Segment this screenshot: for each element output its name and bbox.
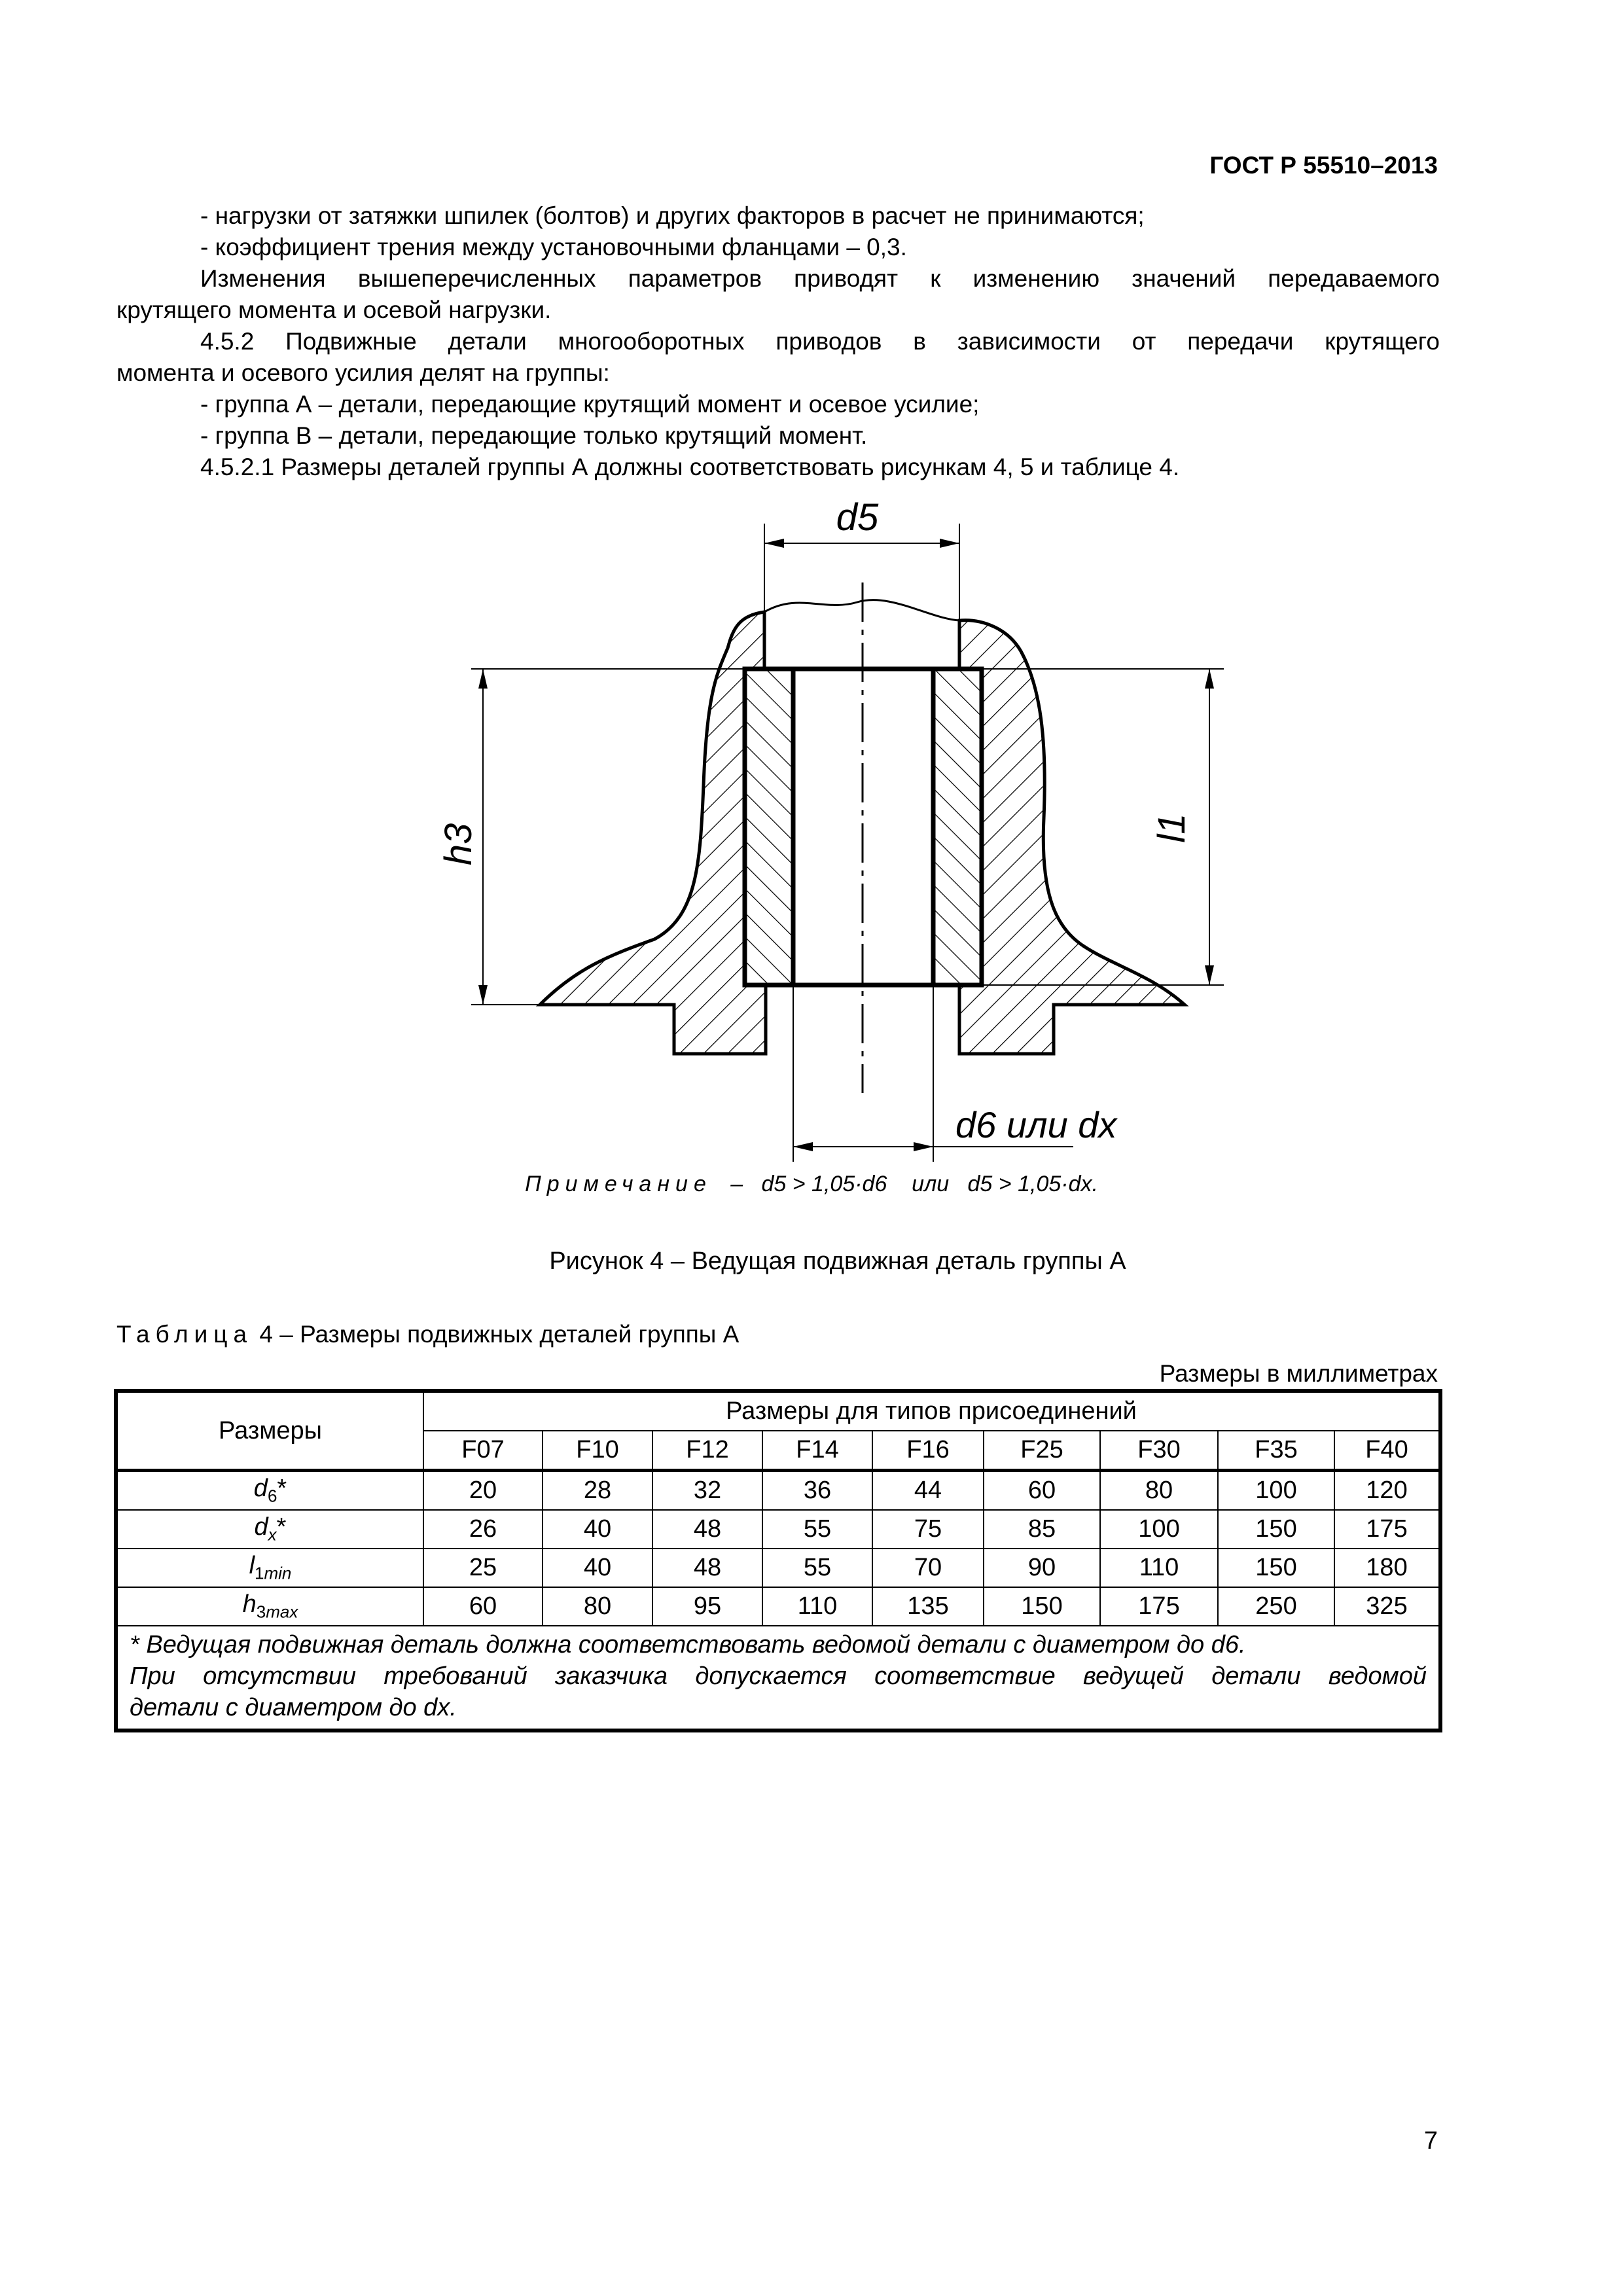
column-header-f07: F07 [423, 1431, 543, 1471]
table-row [117, 1549, 1439, 1587]
paragraph-2-line-2: момента и осевого усилия делят на группы: [116, 359, 610, 386]
note-dash: – [730, 1172, 743, 1196]
body-line-2: - коэффициент трения между установочными фланцами – 0,3. [200, 234, 907, 260]
note-word: Примечание [525, 1172, 712, 1196]
table-cell: 90 [984, 1549, 1100, 1587]
table-cell: 80 [1100, 1471, 1218, 1511]
table-cell: 325 [1334, 1587, 1439, 1626]
table-cell: 40 [543, 1510, 652, 1549]
column-header-f14: F14 [762, 1431, 872, 1471]
table-caption-word: Таблица [116, 1321, 253, 1348]
table-cell: 60 [423, 1587, 543, 1626]
footnote-line-1: * Ведущая подвижная деталь должна соответствовать ведомой детали с диаметром до d6. [130, 1631, 1246, 1659]
table-cell: 20 [423, 1471, 543, 1511]
table-row [117, 1587, 1439, 1626]
table-units: Размеры в миллиметрах [1159, 1360, 1438, 1387]
note-expression-1: d5 > 1,05·d6 [761, 1172, 887, 1196]
figure-caption: Рисунок 4 – Ведущая подвижная деталь группы А [549, 1247, 1126, 1275]
footnote-line-3: детали с диаметром до dx. [130, 1694, 457, 1721]
table-cell: 150 [1218, 1510, 1334, 1549]
table-cell: 180 [1334, 1549, 1439, 1587]
table-cell: 100 [1218, 1471, 1334, 1511]
header-connection-types: Размеры для типов присоединений [423, 1392, 1439, 1431]
page-number: 7 [1423, 2127, 1438, 2155]
header-dimensions: Размеры [117, 1392, 423, 1471]
table-cell: 60 [984, 1471, 1100, 1511]
table-cell: 150 [1218, 1549, 1334, 1587]
table-cell: 44 [872, 1471, 984, 1511]
document-code: ГОСТ Р 55510–2013 [1209, 152, 1438, 179]
paragraph-2-line-1: 4.5.2 Подвижные детали многооборотных приводов в зависимости от передачи крутящего [200, 328, 1440, 355]
row-label-l1min: $l_{1min}$ [117, 1549, 423, 1587]
figure-note [0, 1172, 1623, 1197]
bushing-section-right [933, 669, 982, 985]
column-header-f30: F30 [1100, 1431, 1218, 1471]
table-cell: 40 [543, 1549, 652, 1587]
table-cell: 175 [1100, 1587, 1218, 1626]
column-header-f16: F16 [872, 1431, 984, 1471]
table-cell: 250 [1218, 1587, 1334, 1626]
table-cell: 36 [762, 1471, 872, 1511]
table-cell: 48 [652, 1549, 762, 1587]
table-cell: 135 [872, 1587, 984, 1626]
table-cell: 175 [1334, 1510, 1439, 1549]
table-cell: 70 [872, 1549, 984, 1587]
table-cell: 120 [1334, 1471, 1439, 1511]
table-footnote [117, 1626, 1439, 1729]
table-cell: 55 [762, 1549, 872, 1587]
label-d6-or-dx: d6 или dx [955, 1104, 1117, 1145]
note-or: или [912, 1172, 950, 1196]
group-b-line: - группа В – детали, передающие только крутящий момент. [200, 422, 868, 449]
bushing-section-left [745, 669, 793, 985]
paragraph-1-line-2: крутящего момента и осевой нагрузки. [116, 296, 552, 323]
table-cell: 25 [423, 1549, 543, 1587]
table-cell: 26 [423, 1510, 543, 1549]
column-header-f12: F12 [652, 1431, 762, 1471]
paragraph-1-line-1: Изменения вышеперечисленных параметров приводят к изменению значений передаваемого [200, 265, 1440, 292]
table-cell: 55 [762, 1510, 872, 1549]
row-label-dx: $d_x*$ [117, 1510, 423, 1549]
label-l1: l1 [1150, 813, 1193, 843]
table-cell: 100 [1100, 1510, 1218, 1549]
table-cell: 85 [984, 1510, 1100, 1549]
row-label-d6: $d_6*$ [117, 1471, 423, 1511]
column-header-f35: F35 [1218, 1431, 1334, 1471]
table-cell: 28 [543, 1471, 652, 1511]
dimensions-table [116, 1391, 1440, 1730]
table-cell: 110 [762, 1587, 872, 1626]
group-a-line: - группа А – детали, передающие крутящий момент и осевое усилие; [200, 391, 980, 418]
note-expression-2: d5 > 1,05·dx. [967, 1172, 1098, 1196]
table-row [117, 1471, 1439, 1511]
column-header-f25: F25 [984, 1431, 1100, 1471]
table-caption [116, 1321, 739, 1348]
column-header-f10: F10 [543, 1431, 652, 1471]
table-cell: 95 [652, 1587, 762, 1626]
body-section-left [540, 612, 766, 1054]
table-cell: 48 [652, 1510, 762, 1549]
table-cell: 75 [872, 1510, 984, 1549]
table-cell: 32 [652, 1471, 762, 1511]
table-caption-text: 4 – Размеры подвижных деталей группы А [253, 1321, 740, 1348]
table-row [117, 1510, 1439, 1549]
table-cell: 150 [984, 1587, 1100, 1626]
label-h3: h3 [437, 823, 480, 866]
row-label-h3max: $h_{3max}$ [117, 1587, 423, 1626]
column-header-f40: F40 [1334, 1431, 1439, 1471]
table-cell: 80 [543, 1587, 652, 1626]
footnote-line-2: При отсутствии требований заказчика допускается соответствие ведущей детали ведомой [130, 1662, 1427, 1690]
body-line-1: - нагрузки от затяжки шпилек (болтов) и других факторов в расчет не принимаются; [200, 202, 1145, 229]
table-cell: 110 [1100, 1549, 1218, 1587]
paragraph-3: 4.5.2.1 Размеры деталей группы А должны соответствовать рисункам 4, 5 и таблице 4. [200, 454, 1180, 480]
label-d5: d5 [836, 496, 879, 539]
